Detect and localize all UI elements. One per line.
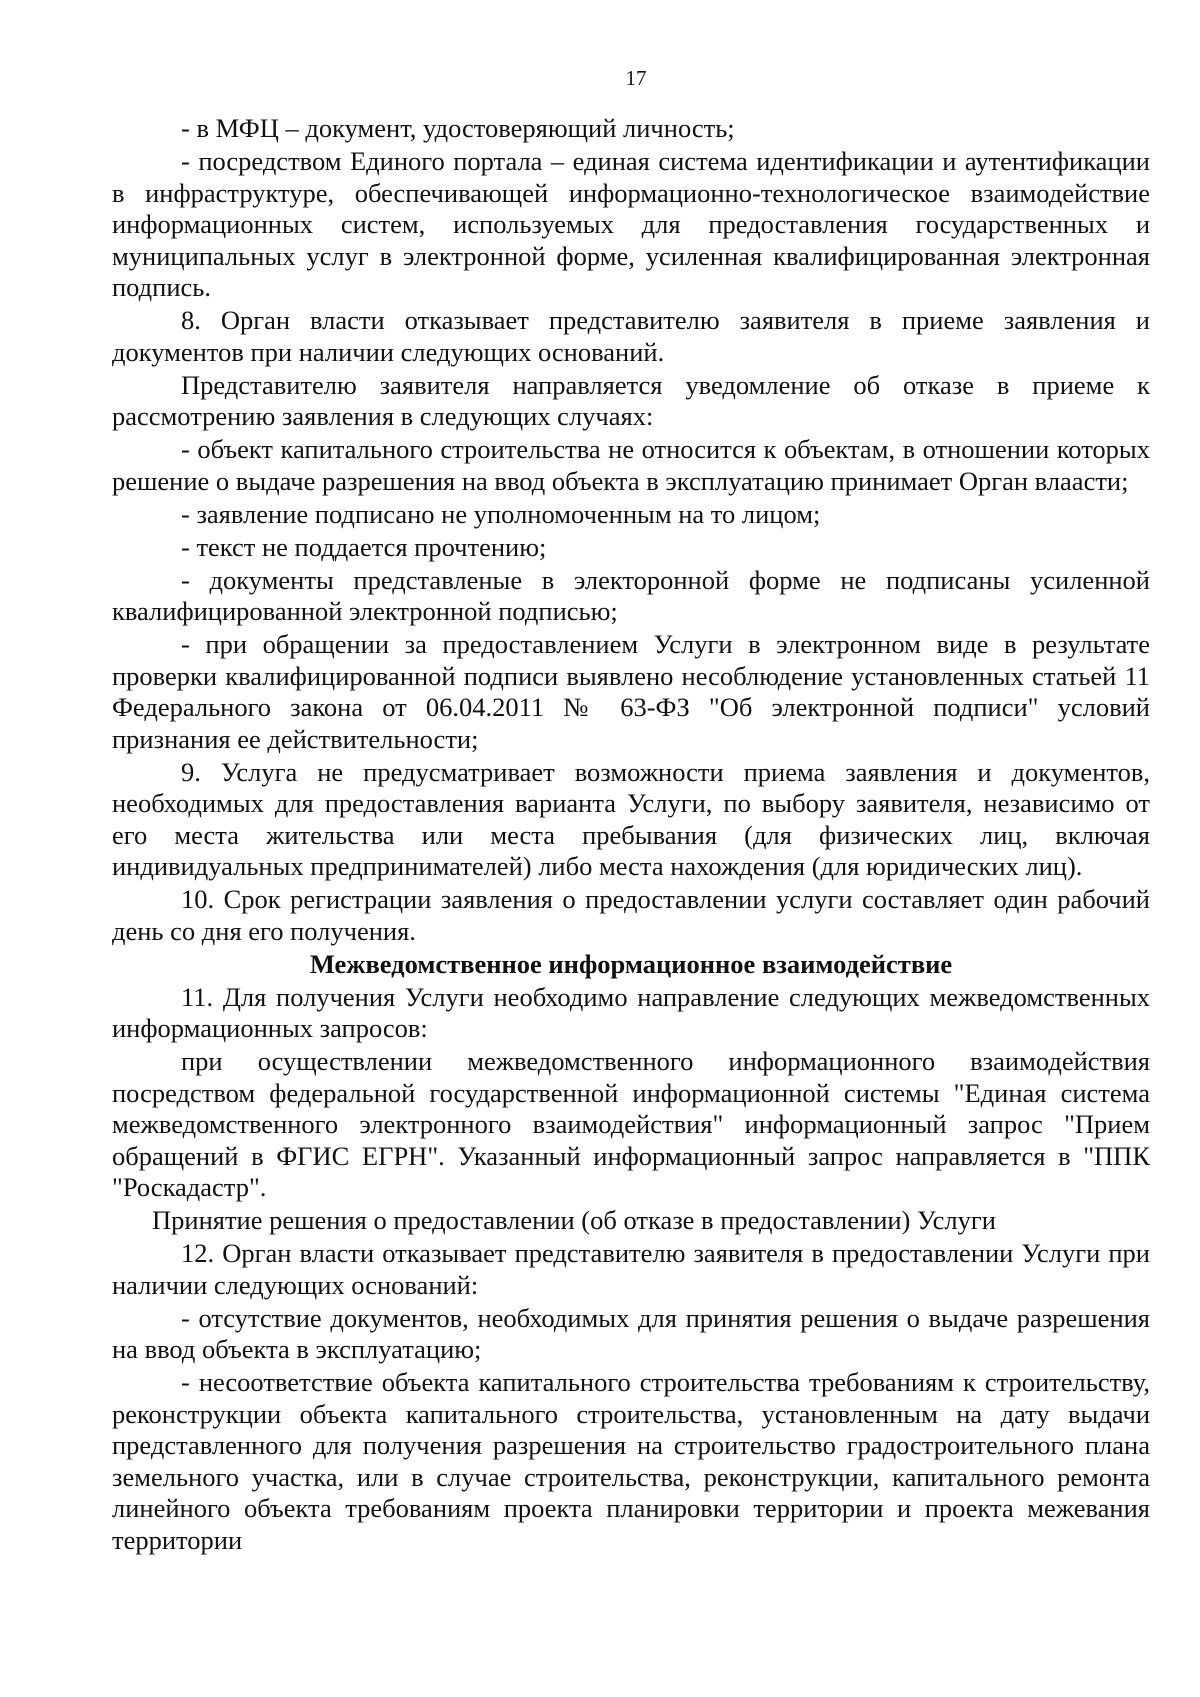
list-item-object-not-related: - объект капитального строительства не относится к объектам, в отношении которых решение о выдаче разрешения на ввод объекта в эксплуатацию принимает Орган влаасти;: [112, 434, 1150, 496]
paragraph-refusal-notice: Представителю заявителя направляется уведомление об отказе в приеме к рассмотрению заявления в следующих случаях:: [112, 369, 1150, 431]
list-item-noncompliance: - несоответствие объекта капитального строительства требованиям к строительству, реконструкции объекта капитального строительства, установленным на дату выдачи представленного для получения разрешения на строительство градостроительного плана земельного участка, или в случае строительства, реконструкции, капитального ремонта линейного объекта требованиям проекта планировки территории и проекта межевания территории: [112, 1367, 1150, 1555]
list-item-unreadable-text: - текст не поддается прочтению;: [181, 531, 547, 562]
page-number: 17: [625, 66, 647, 90]
paragraph-mfc-document: - в МФЦ – документ, удостоверяющий личность;: [181, 113, 735, 143]
list-item-unauthorized-signature: - заявление подписано не уполномоченным на то лицом;: [181, 498, 821, 529]
paragraph-12-refusal-grounds: 12. Орган власти отказывает представителю заявителя в предоставлении Услуги при наличии следующих оснований:: [112, 1238, 1150, 1300]
list-item-unsigned-documents: - документы представленые в электоронной форме не подписаны усиленной квалифицированной электронной подписью;: [112, 564, 1150, 626]
paragraph-unified-portal: - посредством Единого портала – единая система идентификации и аутентификации в инфраструктуре, обеспечивающей информационно-технологическое взаимодействие информационных систем, используемых для предоставления государственных и муниципальных услуг в электронной форме, усиленная квалифицированная электронная подпись.: [112, 146, 1150, 302]
paragraph-8-refusal: 8. Орган власти отказывает представителю заявителя в приеме заявления и документов при наличии следующих оснований.: [112, 305, 1150, 367]
section-heading-decision: Принятие решения о предоставлении (об отказе в предоставлении) Услуги: [152, 1205, 996, 1235]
list-item-missing-documents: - отсутствие документов, необходимых для принятия решения о выдаче разрешения на ввод объекта в эксплуатацию;: [112, 1302, 1150, 1364]
section-heading-interagency: Межведомственное информационное взаимодействие: [309, 948, 953, 979]
document-page: [112, 66, 1150, 1558]
paragraph-interagency-request: при осуществлении межведомственного информационного взаимодействия посредством федеральной государственной информационной системы "Единая система межведомственного электронного взаимодействия" информационный запрос "Прием обращений в ФГИС ЕГРН". Указанный информационный запрос направляется в "ППК "Роскадастр".: [112, 1046, 1150, 1202]
paragraph-10-registration-term: 10. Срок регистрации заявления о предоставлении услуги составляет один рабочий день со дня его получения.: [112, 884, 1150, 946]
list-item-signature-check: - при обращении за предоставлением Услуги в электронном виде в результате проверки квалифицированной подписи выявлено несоблюдение установленных статьей 11 Федерального закона от 06.04.2011 № 63-ФЗ "Об электронной подписи" условий признания ее действительности;: [112, 629, 1150, 754]
paragraph-9-extraterritorial: 9. Услуга не предусматривает возможности приема заявления и документов, необходимых для предоставления варианта Услуги, по выбору заявителя, независимо от его места жительства или места пребывания (для физических лиц, включая индивидуальных предпринимателей) либо места нахождения (для юридических лиц).: [112, 756, 1150, 881]
paragraph-11-requests: 11. Для получения Услуги необходимо направление следующих межведомственных информационных запросов:: [112, 981, 1150, 1043]
